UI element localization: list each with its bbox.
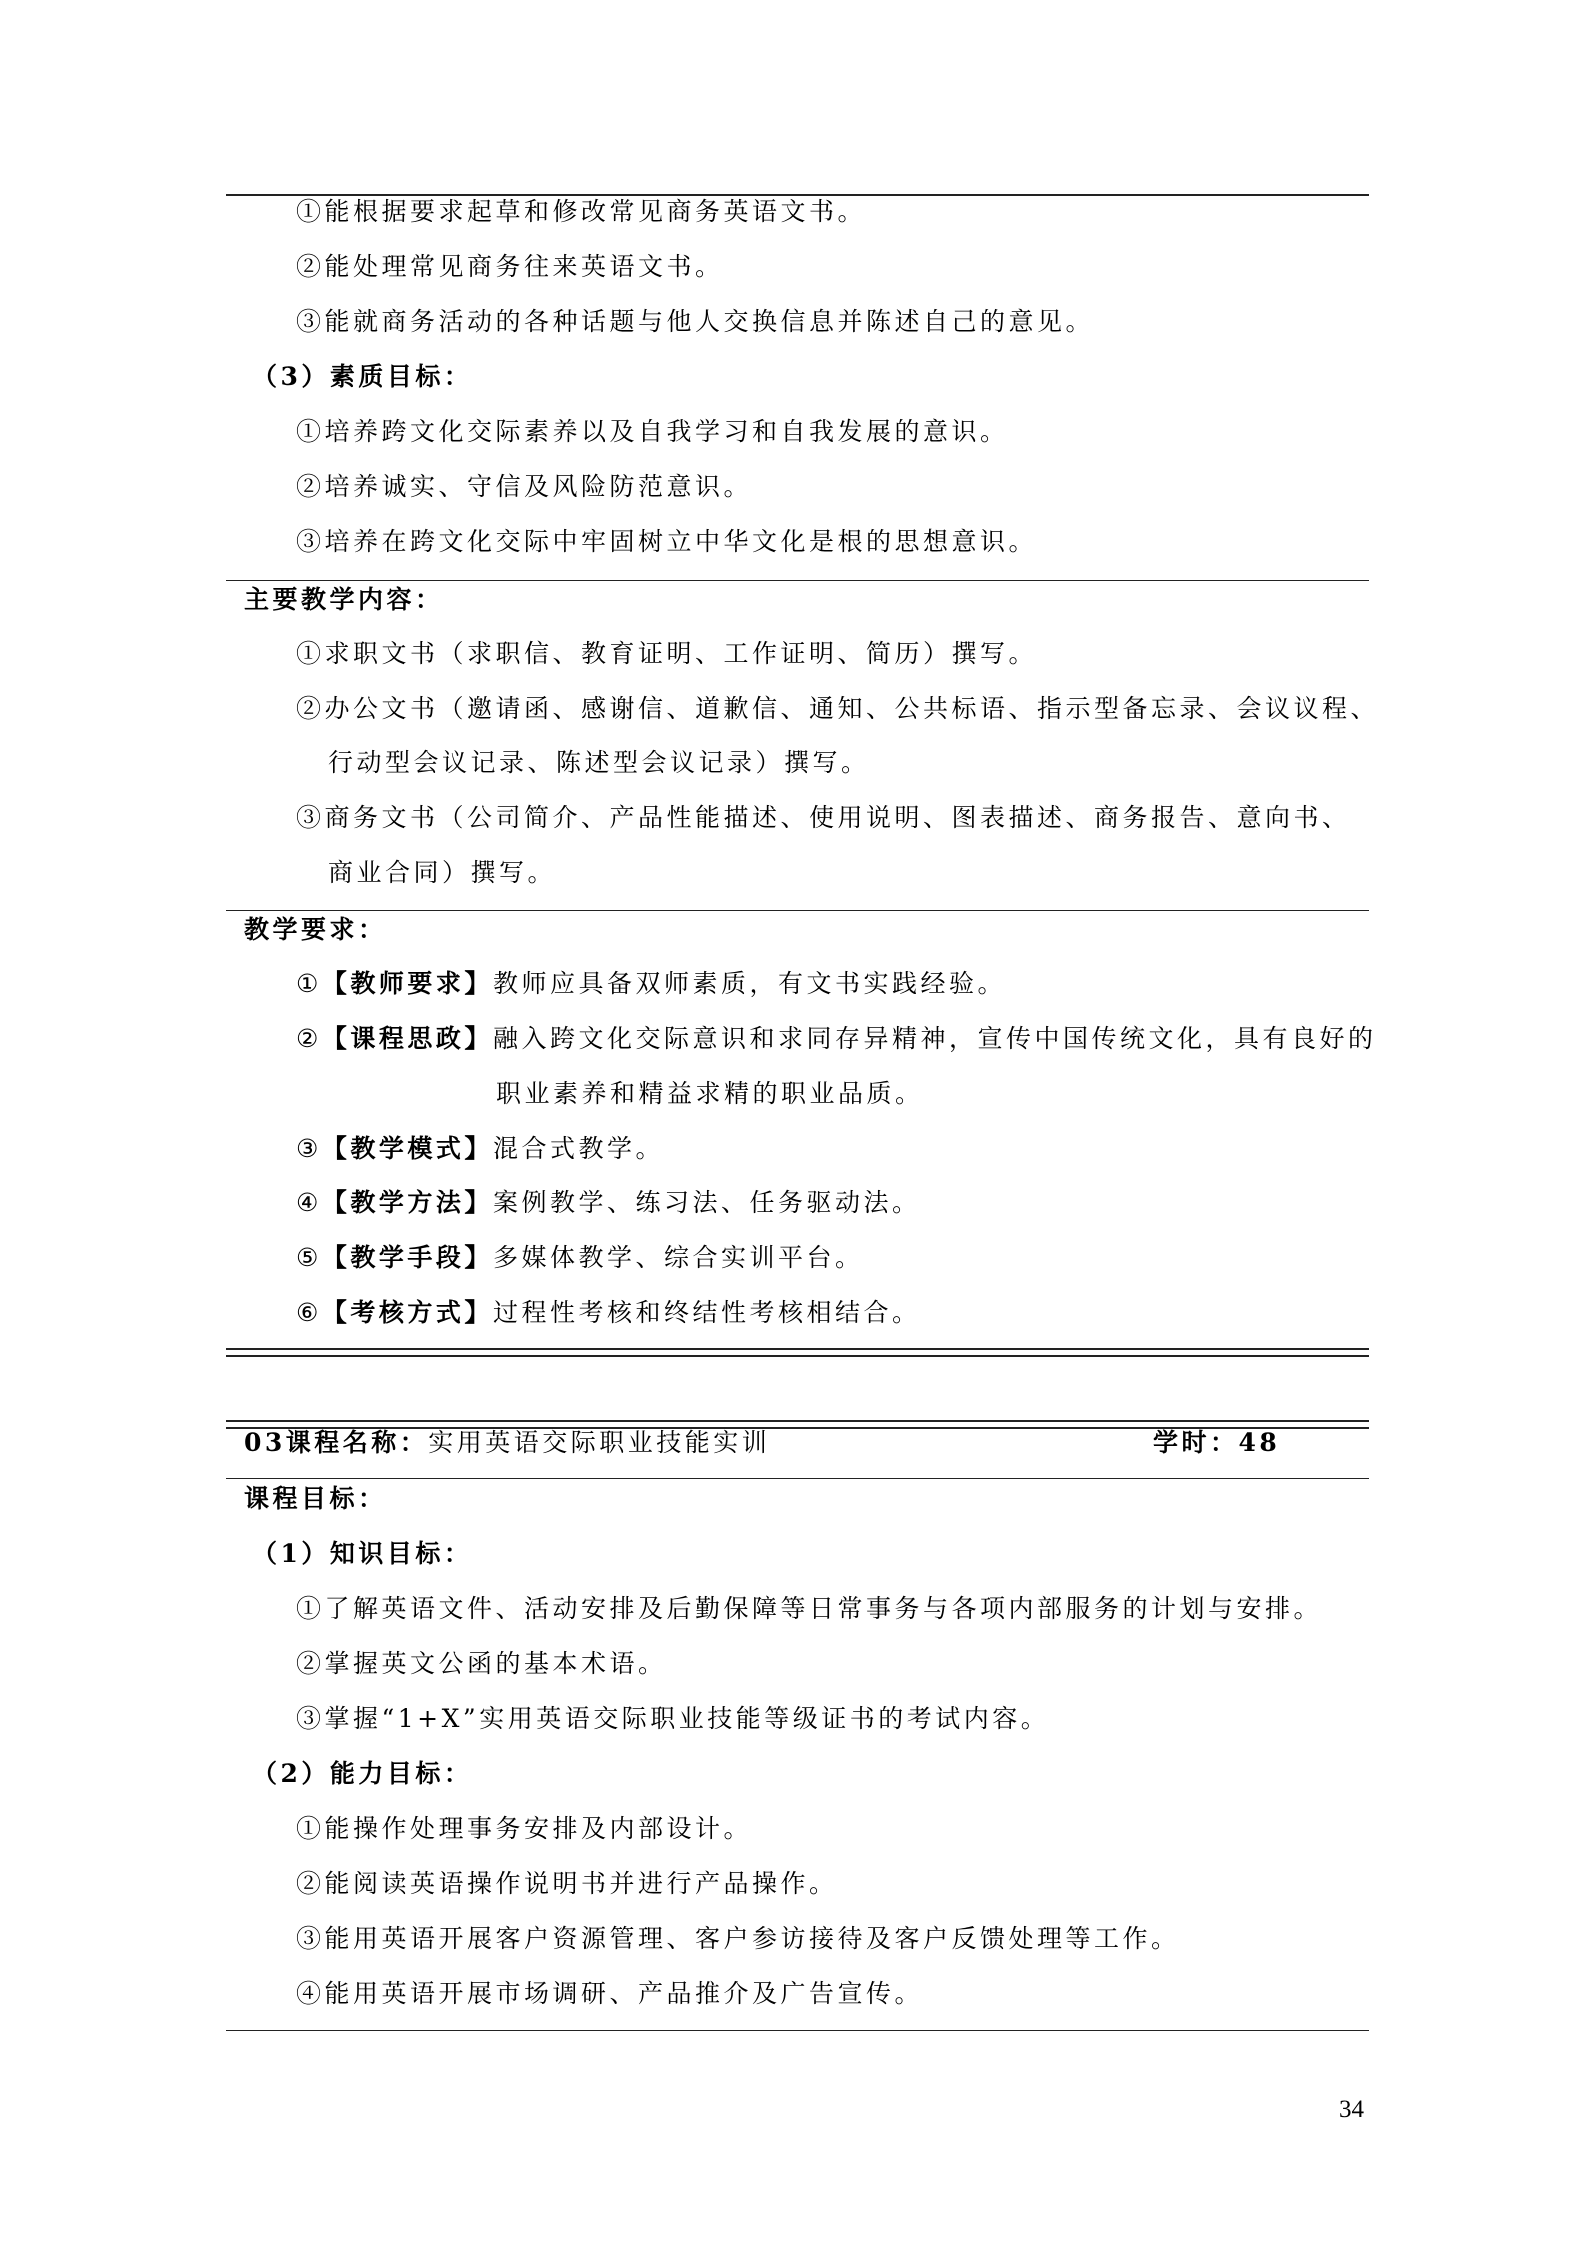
knowledge-item-1: ①了解英语文件、活动安排及后勤保障等日常事务与各项内部服务的计划与安排。 <box>296 1594 1323 1623</box>
table-bottom-border <box>226 1348 1369 1357</box>
requirement-4: ④【教学方法】案例教学、练习法、任务驱动法。 <box>296 1188 921 1217</box>
requirement-tag: 【教学方法】 <box>321 1188 493 1217</box>
ability-item-3: ③能就商务活动的各种话题与他人交换信息并陈述自己的意见。 <box>296 307 1095 336</box>
hours-value: 48 <box>1238 1428 1281 1457</box>
content-item-1: ①求职文书（求职信、教育证明、工作证明、简历）撰写。 <box>296 639 1038 668</box>
requirement-tag: 【教师要求】 <box>321 969 493 998</box>
ability-item-3: ③能用英语开展客户资源管理、客户参访接待及客户反馈处理等工作。 <box>296 1924 1180 1953</box>
course-title-row <box>244 1426 770 1460</box>
quality-item-3: ③培养在跨文化交际中牢固树立中华文化是根的思想意识。 <box>296 527 1038 556</box>
row-divider <box>226 1478 1369 1479</box>
course-name-value: 实用英语交际职业技能实训 <box>428 1428 771 1457</box>
course-name-label: 03课程名称： <box>244 1428 429 1457</box>
content-heading: 主要教学内容： <box>244 585 444 614</box>
requirements-heading: 教学要求： <box>244 915 387 944</box>
row-divider <box>226 910 1369 911</box>
content-item-3: ③商务文书（公司简介、产品性能描述、使用说明、图表描述、商务报告、意向书、 <box>296 803 1351 832</box>
quality-item-1: ①培养跨文化交际素养以及自我学习和自我发展的意识。 <box>296 417 1009 446</box>
requirement-6: ⑥【考核方式】过程性考核和终结性考核相结合。 <box>296 1298 921 1327</box>
hours-label: 学时： <box>1153 1428 1239 1457</box>
requirement-3: ③【教学模式】混合式教学。 <box>296 1134 664 1163</box>
ability-item-2: ②能处理常见商务往来英语文书。 <box>296 252 724 281</box>
knowledge-item-3: ③掌握“1+X”实用英语交际职业技能等级证书的考试内容。 <box>296 1704 1050 1733</box>
ability-heading: （2）能力目标： <box>252 1759 473 1788</box>
content-item-2: ②办公文书（邀请函、感谢信、道歉信、通知、公共标语、指示型备忘录、会议议程、 <box>296 694 1380 723</box>
course-hours <box>1153 1426 1280 1460</box>
requirement-tag: 【考核方式】 <box>321 1298 493 1327</box>
quality-item-2: ②培养诚实、守信及风险防范意识。 <box>296 472 753 501</box>
requirement-1: ①【教师要求】教师应具备双师素质，有文书实践经验。 <box>296 969 1006 998</box>
requirement-2-cont: 职业素养和精益求精的职业品质。 <box>496 1079 924 1108</box>
objectives-heading: 课程目标： <box>244 1484 387 1513</box>
ability-item-1: ①能操作处理事务安排及内部设计。 <box>296 1814 753 1843</box>
content-item-2-cont: 行动型会议记录、陈述型会议记录）撰写。 <box>328 748 870 777</box>
requirement-tag: 【教学模式】 <box>321 1134 493 1163</box>
requirement-tag: 【教学手段】 <box>321 1243 493 1272</box>
requirement-tag: 【课程思政】 <box>321 1024 493 1053</box>
row-divider <box>226 580 1369 581</box>
table-bottom-border <box>226 2030 1369 2031</box>
ability-item-4: ④能用英语开展市场调研、产品推介及广告宣传。 <box>296 1979 924 2008</box>
requirement-2: ②【课程思政】融入跨文化交际意识和求同存异精神，宣传中国传统文化，具有良好的 <box>296 1024 1377 1053</box>
ability-item-2: ②能阅读英语操作说明书并进行产品操作。 <box>296 1869 838 1898</box>
content-item-3-cont: 商业合同）撰写。 <box>328 858 557 887</box>
knowledge-heading: （1）知识目标： <box>252 1539 473 1568</box>
ability-item-1: ①能根据要求起草和修改常见商务英语文书。 <box>296 197 867 226</box>
page-number: 34 <box>1339 2096 1364 2123</box>
requirement-5: ⑤【教学手段】多媒体教学、综合实训平台。 <box>296 1243 864 1272</box>
quality-heading: （3）素质目标： <box>252 362 473 391</box>
knowledge-item-2: ②掌握英文公函的基本术语。 <box>296 1649 667 1678</box>
